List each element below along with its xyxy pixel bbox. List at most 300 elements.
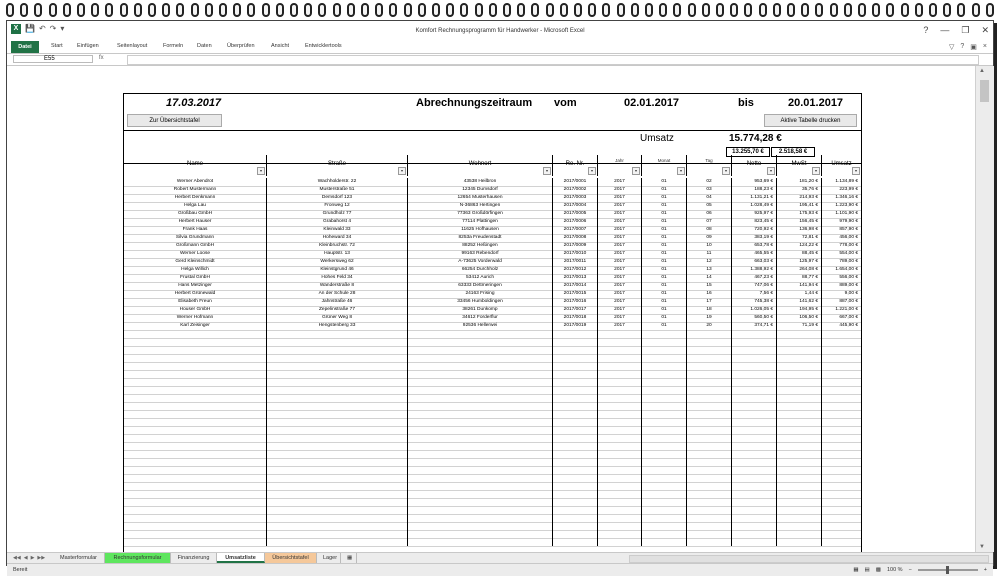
cell-strasse[interactable] <box>267 434 408 442</box>
cell-jahr[interactable]: 2017 <box>598 250 642 258</box>
cell-jahr[interactable] <box>598 538 642 546</box>
cell-monat[interactable]: 01 <box>642 282 687 290</box>
cell-netto[interactable] <box>732 522 777 530</box>
cell-wohnort[interactable]: A-73625 Vorderwald <box>408 258 553 266</box>
cell-strasse[interactable] <box>267 538 408 546</box>
cell-mwst[interactable] <box>777 338 822 346</box>
cell-strasse[interactable]: Zepelinstraße 77 <box>267 306 408 314</box>
cell-renr[interactable] <box>553 506 598 514</box>
cell-wohnort[interactable]: 66254 Durchholz <box>408 266 553 274</box>
cell-monat[interactable] <box>642 466 687 474</box>
cell-umsatz[interactable] <box>822 362 861 370</box>
cell-wohnort[interactable] <box>408 482 553 490</box>
cell-mwst[interactable]: 214,93 € <box>777 194 822 202</box>
cell-mwst[interactable]: 175,93 € <box>777 210 822 218</box>
cell-strasse[interactable] <box>267 354 408 362</box>
cell-netto[interactable]: 1.026,05 € <box>732 306 777 314</box>
cell-jahr[interactable]: 2017 <box>598 258 642 266</box>
cell-wohnort[interactable] <box>408 514 553 522</box>
cell-mwst[interactable]: 141,62 € <box>777 298 822 306</box>
cell-wohnort[interactable] <box>408 386 553 394</box>
cell-umsatz[interactable]: 1.223,90 € <box>835 203 858 208</box>
cell-name[interactable]: Werner Abendrot <box>124 178 267 186</box>
cell-mwst[interactable] <box>777 442 822 450</box>
cell-tag[interactable]: 19 <box>687 314 732 322</box>
zoom-slider[interactable] <box>918 569 978 571</box>
cell-strasse[interactable]: Werkersweg 62 <box>267 258 408 266</box>
cell-wohnort[interactable]: 11625 Hofhausen <box>408 226 553 234</box>
cell-mwst[interactable] <box>777 370 822 378</box>
minimize-button[interactable]: — <box>940 25 950 35</box>
cell-tag[interactable] <box>687 434 732 442</box>
cell-tag[interactable] <box>687 514 732 522</box>
cell-tag[interactable] <box>687 378 732 386</box>
cell-jahr[interactable]: 2017 <box>598 210 642 218</box>
cell-tag[interactable]: 14 <box>687 274 732 282</box>
cell-name[interactable] <box>124 530 267 538</box>
cell-name[interactable]: Großbau GmbH <box>124 210 267 218</box>
cell-jahr[interactable] <box>598 402 642 410</box>
cell-mwst[interactable] <box>777 354 822 362</box>
cell-netto[interactable] <box>732 386 777 394</box>
cell-mwst[interactable] <box>777 346 822 354</box>
scroll-up-icon[interactable]: ▲ <box>979 68 985 74</box>
cell-name[interactable] <box>124 378 267 386</box>
cell-wohnort[interactable]: 99163 Rebendorf <box>408 250 553 258</box>
cell-jahr[interactable] <box>598 522 642 530</box>
cell-strasse[interactable] <box>267 522 408 530</box>
cell-monat[interactable]: 01 <box>642 298 687 306</box>
cell-name[interactable] <box>124 402 267 410</box>
cell-monat[interactable]: 01 <box>642 218 687 226</box>
cell-umsatz[interactable]: 1.346,16 € <box>835 195 858 200</box>
filter-dropdown-icon[interactable]: ▾ <box>812 167 820 175</box>
cell-netto[interactable]: 374,71 € <box>732 322 777 330</box>
cell-umsatz[interactable]: 887,00 € <box>839 299 858 304</box>
cell-monat[interactable]: 01 <box>642 274 687 282</box>
cell-name[interactable] <box>124 330 267 338</box>
cell-mwst[interactable] <box>777 378 822 386</box>
cell-name[interactable]: Herbert Grünewald <box>124 290 267 298</box>
cell-name[interactable]: Frustal GmbH <box>124 274 267 282</box>
cell-strasse[interactable]: Hohes Feld 34 <box>267 274 408 282</box>
cell-name[interactable] <box>124 354 267 362</box>
cell-strasse[interactable] <box>267 394 408 402</box>
cell-umsatz[interactable] <box>822 434 861 442</box>
cell-netto[interactable] <box>732 402 777 410</box>
cell-mwst[interactable]: 125,97 € <box>777 258 822 266</box>
cell-jahr[interactable]: 2017 <box>598 202 642 210</box>
cell-renr[interactable] <box>553 538 598 546</box>
cell-mwst[interactable]: 1,44 € <box>777 290 822 298</box>
cell-umsatz[interactable] <box>822 330 861 338</box>
cell-monat[interactable] <box>642 506 687 514</box>
sheet-tab-masterformular[interactable]: Masterformular <box>53 553 105 563</box>
cell-tag[interactable] <box>687 450 732 458</box>
cell-jahr[interactable]: 2017 <box>598 274 642 282</box>
cell-netto[interactable]: 560,50 € <box>732 314 777 322</box>
cell-netto[interactable]: 823,45 € <box>732 218 777 226</box>
cell-tag[interactable]: 20 <box>687 322 732 330</box>
cell-renr[interactable]: 2017/0003 <box>553 194 598 202</box>
cell-strasse[interactable] <box>267 338 408 346</box>
cell-monat[interactable]: 01 <box>642 322 687 330</box>
cell-renr[interactable] <box>553 490 598 498</box>
cell-mwst[interactable]: 88,77 € <box>777 274 822 282</box>
cell-renr[interactable] <box>553 530 598 538</box>
cell-mwst[interactable] <box>777 386 822 394</box>
cell-name[interactable]: Großmann GmbH <box>124 242 267 250</box>
cell-netto[interactable]: 663,03 € <box>732 258 777 266</box>
cell-strasse[interactable] <box>267 386 408 394</box>
cell-tag[interactable] <box>687 330 732 338</box>
tab-ueberpruefen[interactable]: Überprüfen <box>227 43 255 49</box>
cell-umsatz[interactable]: 456,00 € <box>839 235 858 240</box>
cell-netto[interactable]: 953,69 € <box>732 178 777 186</box>
cell-strasse[interactable]: Hauptstr. 13 <box>267 250 408 258</box>
cell-name[interactable]: Elisabeth Freun <box>124 298 267 306</box>
cell-name[interactable] <box>124 418 267 426</box>
cell-umsatz[interactable] <box>822 522 861 530</box>
cell-mwst[interactable] <box>777 514 822 522</box>
zoom-level[interactable]: 100 % <box>886 567 903 573</box>
cell-mwst[interactable] <box>777 474 822 482</box>
cell-strasse[interactable] <box>267 498 408 506</box>
cell-name[interactable]: Hans Metzinger <box>124 282 267 290</box>
cell-renr[interactable]: 2017/0015 <box>553 290 598 298</box>
cell-tag[interactable] <box>687 466 732 474</box>
cell-monat[interactable] <box>642 402 687 410</box>
cell-monat[interactable] <box>642 354 687 362</box>
zoom-in-button[interactable]: + <box>983 567 987 573</box>
cell-name[interactable]: Robert Mustermann <box>124 186 267 194</box>
cell-mwst[interactable] <box>777 522 822 530</box>
cell-umsatz[interactable] <box>822 498 861 506</box>
cell-strasse[interactable] <box>267 490 408 498</box>
cell-mwst[interactable]: 35,76 € <box>777 186 822 194</box>
cell-tag[interactable]: 10 <box>687 242 732 250</box>
cell-netto[interactable] <box>732 378 777 386</box>
cell-strasse[interactable] <box>267 482 408 490</box>
cell-monat[interactable] <box>642 434 687 442</box>
cell-jahr[interactable] <box>598 506 642 514</box>
cell-strasse[interactable] <box>267 466 408 474</box>
cell-jahr[interactable]: 2017 <box>598 314 642 322</box>
cell-name[interactable]: Gerd Kleinschmidt <box>124 258 267 266</box>
cell-netto[interactable] <box>732 338 777 346</box>
cell-umsatz[interactable] <box>822 506 861 514</box>
cell-jahr[interactable]: 2017 <box>598 178 642 186</box>
cell-strasse[interactable] <box>267 346 408 354</box>
cell-jahr[interactable] <box>598 410 642 418</box>
help-icon-ribbon[interactable]: ? <box>960 43 965 50</box>
tab-ansicht[interactable]: Ansicht <box>271 43 290 49</box>
cell-renr[interactable]: 2017/0004 <box>553 202 598 210</box>
cell-tag[interactable] <box>687 418 732 426</box>
cell-umsatz[interactable]: 778,00 € <box>839 243 858 248</box>
filter-dropdown-icon[interactable]: ▾ <box>852 167 860 175</box>
save-icon[interactable]: 💾 <box>25 24 35 33</box>
cell-name[interactable] <box>124 434 267 442</box>
horizontal-scrollbar[interactable] <box>629 555 989 563</box>
cell-umsatz[interactable]: 979,90 € <box>839 219 858 224</box>
cell-netto[interactable]: 653,78 € <box>732 242 777 250</box>
cell-name[interactable] <box>124 362 267 370</box>
cell-renr[interactable] <box>553 426 598 434</box>
cell-jahr[interactable] <box>598 394 642 402</box>
cell-name[interactable] <box>124 346 267 354</box>
cell-tag[interactable]: 04 <box>687 194 732 202</box>
scroll-thumb[interactable] <box>980 80 989 102</box>
cell-jahr[interactable] <box>598 442 642 450</box>
cell-jahr[interactable] <box>598 434 642 442</box>
cell-umsatz[interactable]: 554,00 € <box>839 251 858 256</box>
cell-name[interactable]: Helga Willich <box>124 266 267 274</box>
overview-button[interactable]: Zur Übersichtstafel <box>127 114 222 127</box>
cell-strasse[interactable]: Fronweg 12 <box>267 202 408 210</box>
cell-umsatz[interactable]: 445,90 € <box>839 323 858 328</box>
cell-tag[interactable]: 18 <box>687 306 732 314</box>
cell-netto[interactable] <box>732 514 777 522</box>
cell-tag[interactable] <box>687 386 732 394</box>
tab-entwicklertools[interactable]: Entwicklertools <box>305 43 342 49</box>
cell-wohnort[interactable]: 12654 Musterhausen <box>408 194 553 202</box>
cell-monat[interactable]: 01 <box>642 266 687 274</box>
cell-umsatz[interactable] <box>822 530 861 538</box>
cell-name[interactable] <box>124 370 267 378</box>
filter-dropdown-icon[interactable]: ▾ <box>767 167 775 175</box>
cell-jahr[interactable] <box>598 530 642 538</box>
cell-tag[interactable] <box>687 402 732 410</box>
cell-renr[interactable]: 2017/0005 <box>553 210 598 218</box>
cell-tag[interactable] <box>687 442 732 450</box>
cell-umsatz[interactable] <box>822 386 861 394</box>
cell-jahr[interactable]: 2017 <box>598 194 642 202</box>
to-date[interactable]: 20.01.2017 <box>788 97 844 109</box>
cell-mwst[interactable] <box>777 330 822 338</box>
cell-jahr[interactable] <box>598 458 642 466</box>
cell-wohnort[interactable] <box>408 538 553 546</box>
cell-mwst[interactable]: 195,41 € <box>777 202 822 210</box>
cell-umsatz[interactable] <box>822 482 861 490</box>
cell-netto[interactable] <box>732 490 777 498</box>
cell-jahr[interactable] <box>598 346 642 354</box>
cell-name[interactable] <box>124 386 267 394</box>
cell-jahr[interactable] <box>598 474 642 482</box>
cell-wohnort[interactable] <box>408 458 553 466</box>
cell-umsatz[interactable]: 789,00 € <box>839 259 858 264</box>
cell-mwst[interactable] <box>777 490 822 498</box>
sheet-tab-finanzierung[interactable]: Finanzierung <box>171 553 217 563</box>
cell-tag[interactable] <box>687 338 732 346</box>
cell-mwst[interactable]: 124,22 € <box>777 242 822 250</box>
cell-umsatz[interactable] <box>822 450 861 458</box>
cell-renr[interactable] <box>553 522 598 530</box>
cell-mwst[interactable] <box>777 434 822 442</box>
cell-mwst[interactable]: 156,45 € <box>777 218 822 226</box>
cell-umsatz[interactable] <box>822 410 861 418</box>
tab-formeln[interactable]: Formeln <box>163 43 184 49</box>
cell-wohnort[interactable] <box>408 506 553 514</box>
cell-wohnort[interactable] <box>408 442 553 450</box>
cell-netto[interactable] <box>732 442 777 450</box>
cell-renr[interactable] <box>553 386 598 394</box>
cell-strasse[interactable]: Kleinbruchstr. 72 <box>267 242 408 250</box>
cell-monat[interactable] <box>642 362 687 370</box>
cell-monat[interactable] <box>642 426 687 434</box>
sheet-tab-rechnungsformular[interactable]: Rechnungsformular <box>105 553 171 563</box>
filter-dropdown-icon[interactable]: ▾ <box>632 167 640 175</box>
cell-strasse[interactable]: Hengstenberg 33 <box>267 322 408 330</box>
cell-mwst[interactable] <box>777 466 822 474</box>
cell-strasse[interactable] <box>267 370 408 378</box>
cell-renr[interactable]: 2017/0014 <box>553 282 598 290</box>
customize-qat-icon[interactable]: ▾ <box>60 24 65 33</box>
cell-netto[interactable] <box>732 410 777 418</box>
page-layout-view-icon[interactable]: ▤ <box>864 567 870 573</box>
cell-strasse[interactable] <box>267 410 408 418</box>
cell-jahr[interactable] <box>598 354 642 362</box>
cell-netto[interactable] <box>732 450 777 458</box>
maximize-button[interactable]: ❐ <box>961 25 970 35</box>
cell-jahr[interactable]: 2017 <box>598 290 642 298</box>
cell-tag[interactable] <box>687 538 732 546</box>
cell-strasse[interactable] <box>267 514 408 522</box>
cell-netto[interactable]: 925,97 € <box>732 210 777 218</box>
cell-wohnort[interactable]: 77363 Großdörfingen <box>408 210 553 218</box>
cell-strasse[interactable]: An der Schule 28 <box>267 290 408 298</box>
cell-wohnort[interactable] <box>408 490 553 498</box>
table-row[interactable] <box>124 538 861 547</box>
cell-jahr[interactable] <box>598 514 642 522</box>
cell-umsatz[interactable] <box>822 538 861 546</box>
cell-monat[interactable]: 01 <box>642 314 687 322</box>
cell-wohnort[interactable] <box>408 522 553 530</box>
cell-mwst[interactable]: 72,81 € <box>777 234 822 242</box>
cell-tag[interactable]: 13 <box>687 266 732 274</box>
cell-umsatz[interactable] <box>822 338 861 346</box>
cell-renr[interactable] <box>553 482 598 490</box>
cell-wohnort[interactable] <box>408 474 553 482</box>
cell-netto[interactable] <box>732 394 777 402</box>
cell-umsatz[interactable]: 556,00 € <box>839 275 858 280</box>
cell-umsatz[interactable] <box>822 418 861 426</box>
cell-renr[interactable]: 2017/0010 <box>553 250 598 258</box>
cell-name[interactable] <box>124 506 267 514</box>
worksheet[interactable] <box>7 66 975 552</box>
normal-view-icon[interactable]: ▦ <box>853 567 859 573</box>
cell-mwst[interactable] <box>777 538 822 546</box>
cell-wohnort[interactable]: 88252 Heßingen <box>408 242 553 250</box>
cell-strasse[interactable] <box>267 474 408 482</box>
cell-monat[interactable]: 01 <box>642 210 687 218</box>
cell-jahr[interactable]: 2017 <box>598 266 642 274</box>
cell-netto[interactable] <box>732 370 777 378</box>
cell-renr[interactable] <box>553 378 598 386</box>
cell-jahr[interactable] <box>598 338 642 346</box>
cell-monat[interactable] <box>642 522 687 530</box>
cell-netto[interactable] <box>732 474 777 482</box>
cell-tag[interactable]: 02 <box>687 178 732 186</box>
first-sheet-icon[interactable]: ◀◀ <box>13 555 21 561</box>
cell-mwst[interactable] <box>777 482 822 490</box>
zoom-out-button[interactable]: − <box>908 567 912 573</box>
cell-tag[interactable]: 15 <box>687 282 732 290</box>
cell-umsatz[interactable] <box>822 474 861 482</box>
cell-mwst[interactable]: 136,98 € <box>777 226 822 234</box>
cell-name[interactable]: Karl Zeisinger <box>124 322 267 330</box>
cell-renr[interactable]: 2017/0012 <box>553 266 598 274</box>
cell-umsatz[interactable] <box>822 394 861 402</box>
cell-mwst[interactable]: 141,94 € <box>777 282 822 290</box>
cell-monat[interactable]: 01 <box>642 242 687 250</box>
cell-netto[interactable]: 1.388,92 € <box>732 266 777 274</box>
cell-renr[interactable]: 2017/0018 <box>553 314 598 322</box>
from-date[interactable]: 02.01.2017 <box>624 97 680 109</box>
cell-name[interactable] <box>124 394 267 402</box>
cell-jahr[interactable]: 2017 <box>598 218 642 226</box>
cell-wohnort[interactable] <box>408 370 553 378</box>
cell-monat[interactable] <box>642 482 687 490</box>
cell-monat[interactable] <box>642 450 687 458</box>
formula-input[interactable] <box>127 55 979 65</box>
cell-name[interactable] <box>124 474 267 482</box>
cell-netto[interactable]: 188,23 € <box>732 186 777 194</box>
cell-netto[interactable] <box>732 418 777 426</box>
cell-wohnort[interactable]: 53412 Aurich <box>408 274 553 282</box>
close-workbook-icon[interactable]: × <box>982 43 987 50</box>
cell-netto[interactable] <box>732 458 777 466</box>
cell-name[interactable]: Herbert Denkmann <box>124 194 267 202</box>
cell-tag[interactable] <box>687 474 732 482</box>
cell-renr[interactable] <box>553 418 598 426</box>
prev-sheet-icon[interactable]: ◀ <box>23 555 28 561</box>
cell-renr[interactable]: 2017/0006 <box>553 218 598 226</box>
cell-renr[interactable] <box>553 402 598 410</box>
tab-daten[interactable]: Daten <box>197 43 212 49</box>
cell-monat[interactable]: 01 <box>642 202 687 210</box>
cell-name[interactable] <box>124 490 267 498</box>
cell-strasse[interactable]: Kleinwald 33 <box>267 226 408 234</box>
filter-dropdown-icon[interactable]: ▾ <box>257 167 265 175</box>
cell-strasse[interactable]: Grabahorst 4 <box>267 218 408 226</box>
cell-netto[interactable] <box>732 498 777 506</box>
cell-umsatz[interactable]: 1.134,89 € <box>835 179 858 184</box>
cell-renr[interactable]: 2017/0017 <box>553 306 598 314</box>
cell-mwst[interactable] <box>777 458 822 466</box>
cell-strasse[interactable] <box>267 426 408 434</box>
cell-umsatz[interactable]: 1.654,00 € <box>835 267 858 272</box>
cell-tag[interactable]: 03 <box>687 186 732 194</box>
cell-jahr[interactable]: 2017 <box>598 186 642 194</box>
cell-netto[interactable] <box>732 482 777 490</box>
cell-tag[interactable]: 16 <box>687 290 732 298</box>
tab-start[interactable]: Start <box>51 43 63 49</box>
cell-monat[interactable] <box>642 410 687 418</box>
cell-netto[interactable] <box>732 530 777 538</box>
cell-umsatz[interactable] <box>822 490 861 498</box>
cell-tag[interactable]: 17 <box>687 298 732 306</box>
cell-netto[interactable]: 720,92 € <box>732 226 777 234</box>
cell-name[interactable] <box>124 458 267 466</box>
cell-monat[interactable] <box>642 530 687 538</box>
cell-name[interactable] <box>124 450 267 458</box>
cell-monat[interactable] <box>642 386 687 394</box>
cell-jahr[interactable]: 2017 <box>598 298 642 306</box>
cell-netto[interactable]: 1.028,49 € <box>732 202 777 210</box>
cell-jahr[interactable] <box>598 386 642 394</box>
cell-tag[interactable] <box>687 530 732 538</box>
